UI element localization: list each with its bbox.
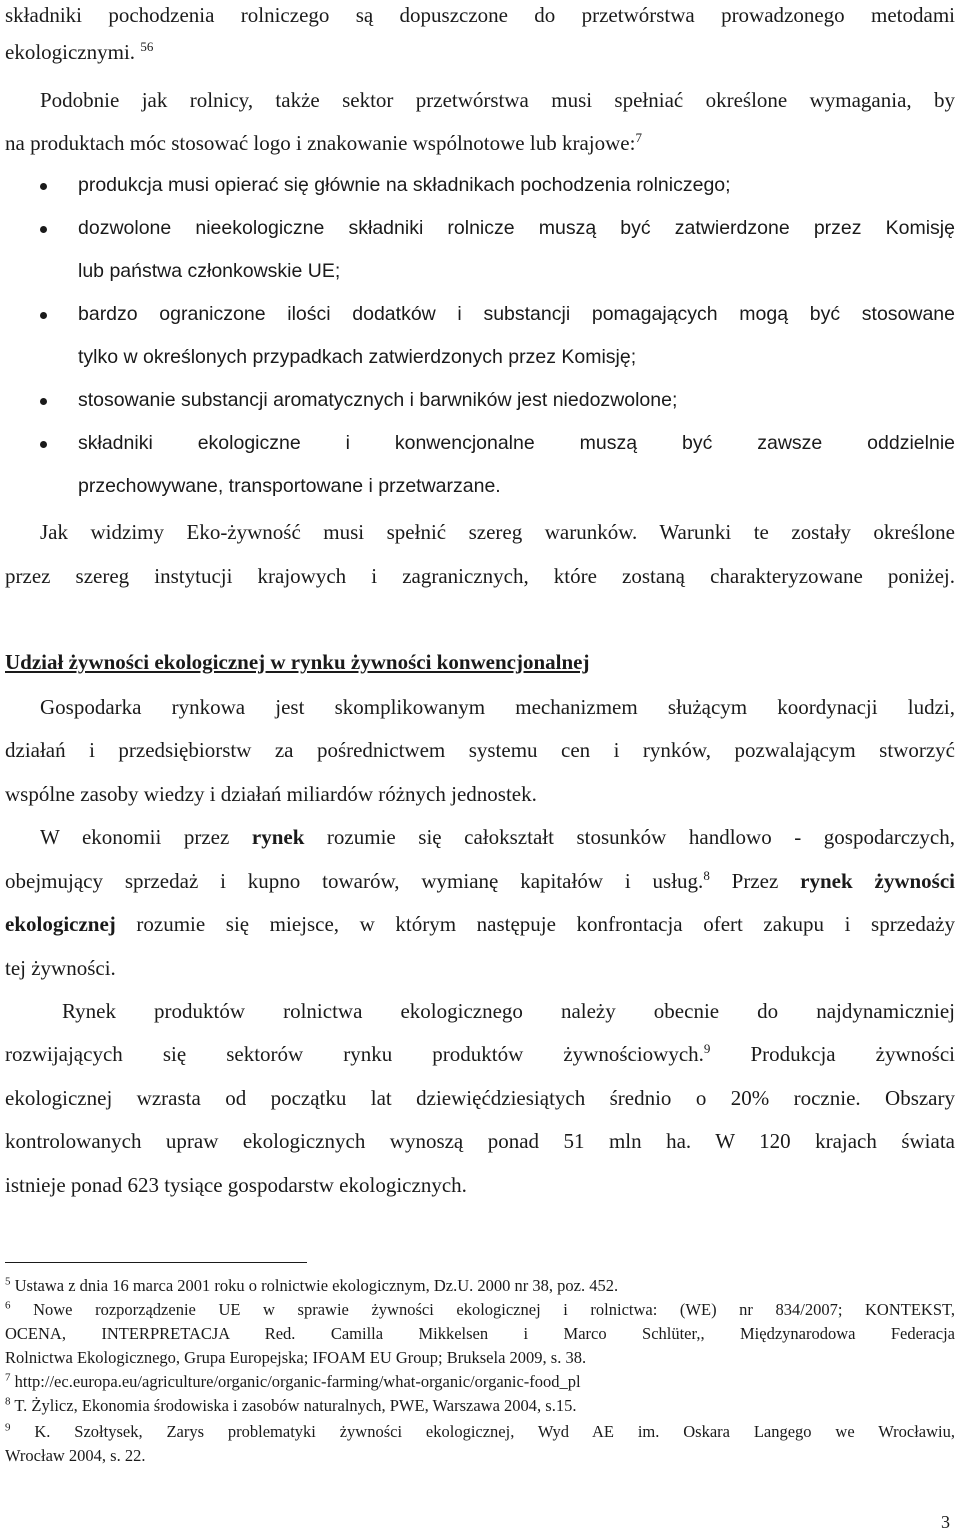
- bullet-marker: [40, 398, 47, 405]
- footnote: [5, 1298, 955, 1322]
- footnote-ref: 9: [703, 1041, 711, 1056]
- list-item: produkcja musi opierać się głównie na składnikach pochodzenia rolniczego;: [78, 174, 731, 196]
- body-text: W ekonomii przez: [40, 825, 252, 849]
- footnote: [5, 1394, 955, 1418]
- body-line: Rynek produktów rolnictwa ekologicznego należy obecnie do najdynamiczniej: [62, 999, 955, 1023]
- footnote-text: Ustawa z dnia 16 marca 2001 roku o rolnictwie ekologicznym, Dz.U. 2000 nr 38, poz. 452.: [14, 1276, 619, 1295]
- body-line: Gospodarka rynkowa jest skomplikowanym mechanizmem służącym koordynacji ludzi,: [40, 695, 955, 719]
- footnote: [5, 1370, 955, 1394]
- list-item-continuation: przechowywane, transportowane i przetwarzane.: [78, 475, 501, 497]
- body-text: rozumie się całokształt stosunków handlowo - gospodarczych,: [304, 825, 955, 849]
- term-rynek-zywnosci: rynek żywności: [800, 869, 956, 893]
- list-item: bardzo ograniczone ilości dodatków i substancji pomagających mogą być stosowane: [78, 303, 955, 325]
- footnote: [5, 1274, 955, 1298]
- body-line: tej żywności.: [5, 956, 116, 980]
- body-text: Produkcja żywności: [710, 1042, 956, 1066]
- footnote-text: K. Szołtysek, Zarys problematyki żywności ekologicznej, Wyd AE im. Oskara Langego we Wrocławiu,: [34, 1422, 956, 1441]
- body-line: ekologicznej wzrasta od początku lat dziewięćdziesiątych średnio o 20% rocznie. Obszary: [5, 1086, 955, 1110]
- bullet-marker: [40, 312, 47, 319]
- footnote-link[interactable]: http://ec.europa.eu/agriculture/organic/organic-farming/what-organic/organic-food_pl: [14, 1372, 581, 1391]
- footnote-number: 6: [5, 1299, 11, 1312]
- body-line: [5, 37, 955, 67]
- list-item: stosowanie substancji aromatycznych i barwników jest niedozwolone;: [78, 389, 678, 411]
- footnote-continuation: OCENA, INTERPRETACJA Red. Camilla Mikkelsen i Marco Schlüter,, Międzynarodowa Federacja: [5, 1324, 955, 1343]
- body-line: wspólne zasoby wiedzy i działań miliardów różnych jednostek.: [5, 782, 537, 806]
- body-text: rozwijających się sektorów rynku produktów żywnościowych.: [5, 1042, 704, 1066]
- list-item-continuation: tylko w określonych przypadkach zatwierdzonych przez Komisję;: [78, 346, 637, 368]
- body-line: kontrolowanych upraw ekologicznych wynoszą ponad 51 mln ha. W 120 krajach świata: [5, 1129, 955, 1153]
- footnote: [5, 1420, 955, 1444]
- footnote-text: Nowe rozporządzenie UE w sprawie żywności ekologicznej i rolnictwa: (WE) nr 834/2007; KONTEKST,: [33, 1300, 955, 1319]
- bullet-marker: [40, 226, 47, 233]
- list-item: składniki ekologiczne i konwencjonalne muszą być zawsze oddzielnie: [78, 432, 955, 454]
- term-rynek: rynek: [251, 825, 305, 849]
- footnote-ref: 7: [635, 130, 642, 145]
- footnote-number: 7: [5, 1371, 11, 1384]
- body-line: Jak widzimy Eko-żywność musi spełnić szereg warunków. Warunki te zostały określone: [40, 520, 955, 544]
- body-line: [40, 822, 955, 852]
- footnote-continuation: Wrocław 2004, s. 22.: [5, 1446, 146, 1465]
- body-text: Przez: [709, 869, 801, 893]
- body-line: składniki pochodzenia rolniczego są dopuszczone do przetwórstwa prowadzonego metodami: [5, 3, 955, 27]
- body-line: istnieje ponad 623 tysiące gospodarstw ekologicznych.: [5, 1173, 467, 1197]
- footnote-text: T. Żylicz, Ekonomia środowiska i zasobów naturalnych, PWE, Warszawa 2004, s.15.: [14, 1396, 577, 1415]
- body-text: ekologicznymi.: [5, 40, 136, 64]
- footnote-ref: 56: [140, 39, 154, 54]
- list-item-continuation: lub państwa członkowskie UE;: [78, 260, 341, 282]
- body-line: [5, 909, 955, 939]
- footnote-continuation: Rolnictwa Ekologicznego, Grupa Europejska; IFOAM EU Group; Bruksela 2009, s. 38.: [5, 1348, 587, 1367]
- bullet-marker: [40, 183, 47, 190]
- footnote-separator: [5, 1262, 307, 1263]
- body-line: przez szereg instytucji krajowych i zagranicznych, które zostaną charakteryzowane poniżej.: [5, 564, 955, 588]
- footnote-ref: 8: [703, 868, 710, 883]
- body-line: działań i przedsiębiorstw za pośrednictwem systemu cen i rynków, pozwalającym stworzyć: [5, 738, 955, 762]
- term-ekologicznej: ekologicznej: [5, 912, 116, 936]
- body-line: [5, 128, 955, 158]
- section-heading: Udział żywności ekologicznej w rynku żywności konwencjonalnej: [5, 650, 590, 674]
- body-line: [5, 1039, 955, 1069]
- body-line: [5, 866, 955, 896]
- page-number: 3: [941, 1512, 950, 1532]
- body-text: rozumie się miejsce, w którym następuje konfrontacja ofert zakupu i sprzedaży: [115, 912, 955, 936]
- footnote-number: 9: [5, 1421, 11, 1434]
- bullet-marker: [40, 441, 47, 448]
- list-item: dozwolone nieekologiczne składniki rolnicze muszą być zatwierdzone przez Komisję: [78, 217, 955, 239]
- body-line: Podobnie jak rolnicy, także sektor przetwórstwa musi spełniać określone wymagania, by: [40, 88, 955, 112]
- footnote-number: 5: [5, 1275, 11, 1288]
- body-text: obejmujący sprzedaż i kupno towarów, wymianę kapitałów i usług.: [5, 869, 704, 893]
- body-text: na produktach móc stosować logo i znakowanie wspólnotowe lub krajowe:: [5, 131, 636, 155]
- footnote-number: 8: [5, 1395, 11, 1408]
